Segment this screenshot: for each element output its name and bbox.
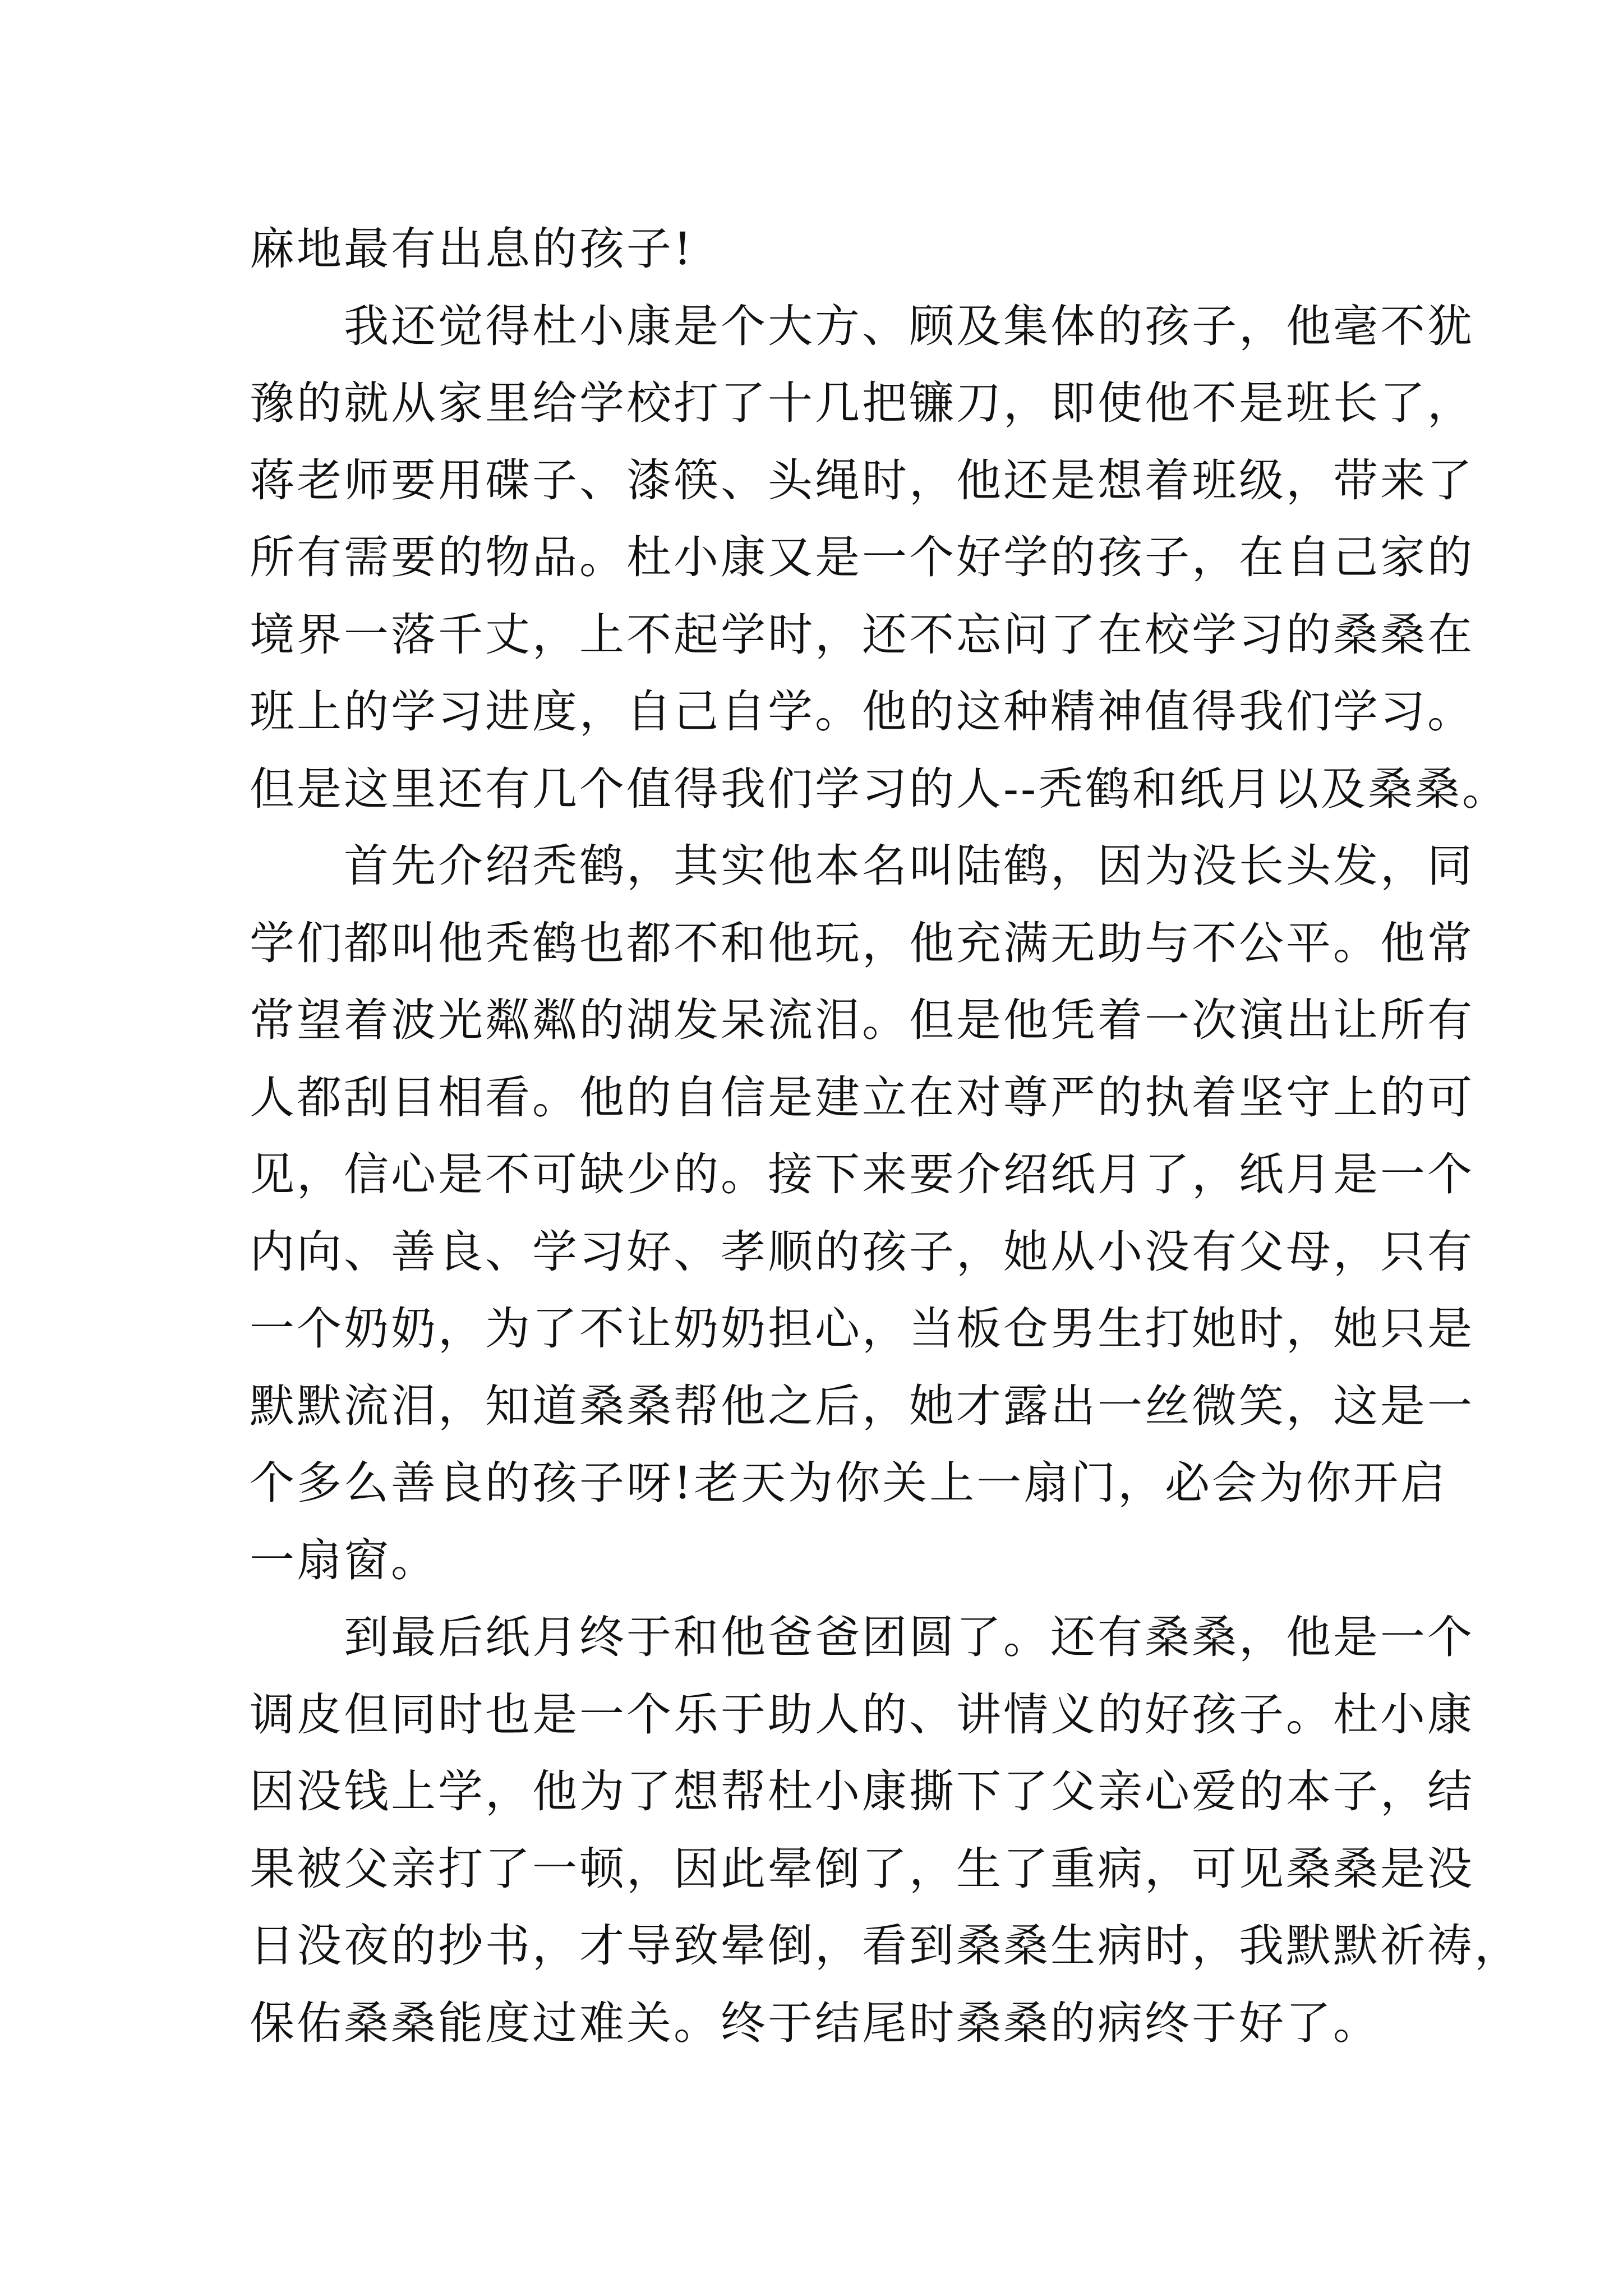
text-line: 人都刮目相看。他的自信是建立在对尊严的执着坚守上的可 [250,1071,1474,1124]
text-line: 所有需要的物品。杜小康又是一个好学的孩子，在自己家的 [250,531,1474,583]
text-line: 一个奶奶，为了不让奶奶担心，当板仓男生打她时，她只是 [250,1303,1474,1355]
text-line: 但是这里还有几个值得我们学习的人--秃鹤和纸月以及桑桑。 [250,762,1510,815]
text-line: 默默流泪，知道桑桑帮他之后，她才露出一丝微笑，这是一 [250,1379,1474,1432]
text-line: 调皮但同时也是一个乐于助人的、讲情义的好孩子。杜小康 [250,1688,1474,1741]
text-line: 一扇窗。 [250,1534,438,1586]
text-line: 学们都叫他秃鹤也都不和他玩，他充满无助与不公平。他常 [250,917,1474,969]
essay-text [250,210,1521,2062]
text-line: 见，信心是不可缺少的。接下来要介绍纸月了，纸月是一个 [250,1148,1474,1200]
text-line: 我还觉得杜小康是个大方、顾及集体的孩子，他毫不犹 [250,300,1474,352]
text-line: 到最后纸月终于和他爸爸团圆了。还有桑桑，他是一个 [250,1611,1474,1663]
text-line: 保佑桑桑能度过难关。终于结尾时桑桑的病终于好了。 [250,1996,1380,2049]
text-line: 豫的就从家里给学校打了十几把镰刀，即使他不是班长了， [250,377,1474,429]
text-line: 班上的学习进度，自己自学。他的这种精神值得我们学习。 [250,685,1474,738]
text-line: 境界一落千丈，上不起学时，还不忘问了在校学习的桑桑在 [250,608,1474,661]
text-line: 因没钱上学，他为了想帮杜小康撕下了父亲心爱的本子，结 [250,1765,1474,1818]
text-line: 个多么善良的孩子呀!老天为你关上一扇门，必会为你开启 [250,1457,1448,1509]
text-line: 果被父亲打了一顿，因此晕倒了，生了重病，可见桑桑是没 [250,1842,1474,1895]
text-line: 首先介绍秃鹤，其实他本名叫陆鹤，因为没长头发，同 [250,840,1474,892]
text-line: 麻地最有出息的孩子! [250,223,694,275]
text-line: 蒋老师要用碟子、漆筷、头绳时，他还是想着班级，带来了 [250,454,1474,507]
text-line: 内向、善良、学习好、孝顺的孩子，她从小没有父母，只有 [250,1225,1474,1278]
text-line: 日没夜的抄书，才导致晕倒，看到桑桑生病时，我默默祈祷， [250,1920,1521,1972]
text-line: 常望着波光粼粼的湖发呆流泪。但是他凭着一次演出让所有 [250,994,1474,1046]
